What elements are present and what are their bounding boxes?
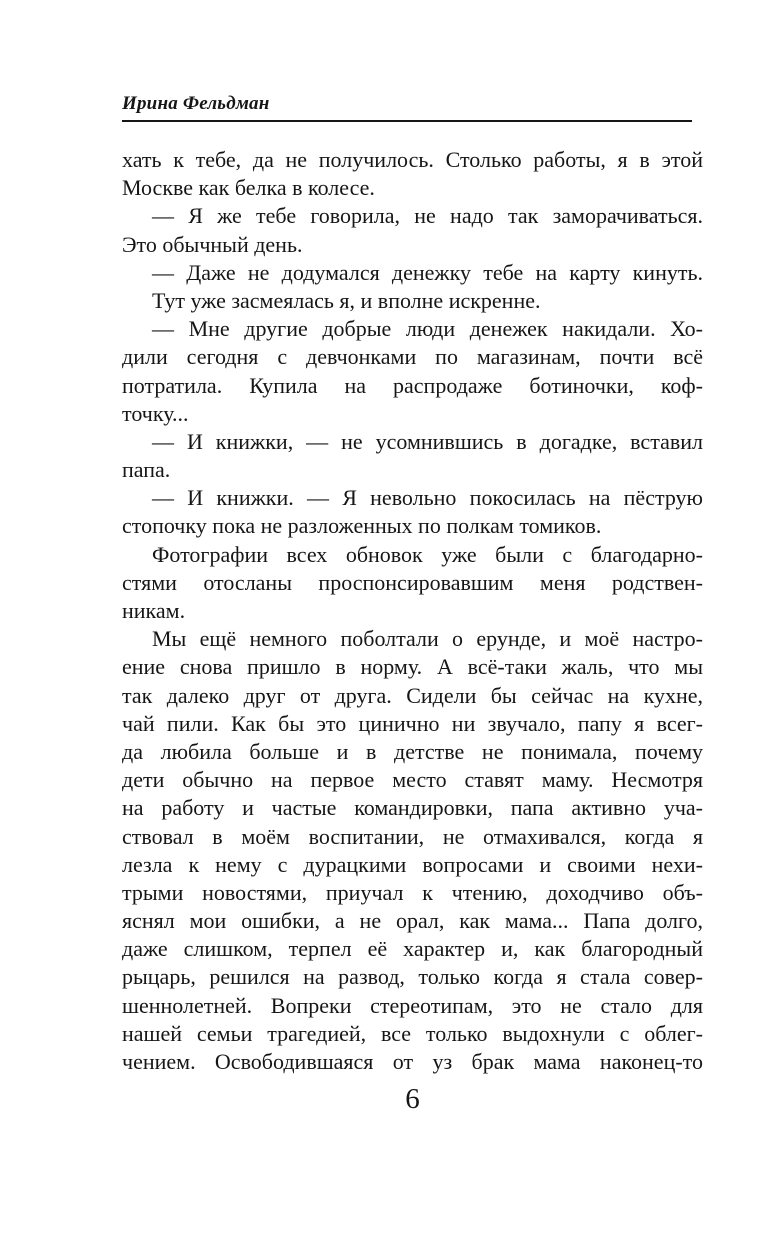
header-rule xyxy=(122,120,692,122)
text-line: — Мне другие добрые люди денежек накидали. Хо- xyxy=(152,316,703,342)
page-body xyxy=(122,146,703,1076)
text-line: хать к тебе, да не получилось. Столько работы, я в этой xyxy=(122,147,703,172)
text-line: — И книжки, — не усомнившись в догадке, вставил xyxy=(152,428,703,454)
text-line: — Я же тебе говорила, не надо так заморачиваться. xyxy=(152,203,703,229)
text-line: точку... xyxy=(122,400,189,426)
text-line: чай пили. Как бы это цинично ни звучало, папу я всег- xyxy=(122,710,703,736)
text-line: чением. Освободившаяся от уз брак мама наконец-то xyxy=(122,1049,703,1074)
text-line: на работу и частые командировки, папа активно уча- xyxy=(122,795,703,821)
text-line: дети обычно на первое место ставят маму. Несмотря xyxy=(122,767,703,793)
text-line: — И книжки. — Я невольно покосилась на пёструю xyxy=(152,485,703,511)
text-line: ение снова пришло в норму. А всё-таки жаль, что мы xyxy=(122,654,703,680)
text-line: да любила больше и в детстве не понимала, почему xyxy=(122,738,703,764)
text-line: потратила. Купила на распродаже ботиночки, коф- xyxy=(122,372,703,398)
text-line: ствовал в моём воспитании, не отмахивался, когда я xyxy=(122,823,703,849)
text-line: яснял мои ошибки, а не орал, как мама... Папа долго, xyxy=(122,908,703,934)
text-line: рыцарь, решился на развод, только когда я стала совер- xyxy=(122,964,703,990)
text-line: стями отосланы проспонсировавшим меня родствен- xyxy=(122,569,703,595)
text-line: трыми новостями, приучал к чтению, доходчиво объ- xyxy=(122,879,703,905)
text-line: дили сегодня с девчонками по магазинам, почти всё xyxy=(122,344,703,370)
text-line: Мы ещё немного поболтали о ерунде, и моё настро- xyxy=(152,626,703,652)
text-line: Это обычный день. xyxy=(122,231,303,257)
text-line: шеннолетней. Вопреки стереотипам, это не стало для xyxy=(122,992,703,1018)
text-line: даже слишком, терпел её характер и, как благородный xyxy=(122,936,703,962)
text-line: лезла к нему с дурацкими вопросами и своими нехи- xyxy=(122,851,703,877)
text-line: Москве как белка в колесе. xyxy=(122,175,375,201)
text-line: никам. xyxy=(122,598,186,623)
text-line: стопочку пока не разложенных по полкам томиков. xyxy=(122,513,602,539)
running-header-author: Ирина Фельдман xyxy=(122,93,270,114)
text-line: Тут уже засмеялась я, и вполне искренне. xyxy=(152,287,541,313)
text-line: Фотографии всех обновок уже были с благодарно- xyxy=(152,541,703,567)
page-number: 6 xyxy=(405,1083,420,1115)
text-line: так далеко друг от друга. Сидели бы сейчас на кухне, xyxy=(122,682,703,708)
text-line: папа. xyxy=(122,457,171,483)
text-line: — Даже не додумался денежку тебе на карту кинуть. xyxy=(152,259,703,285)
text-line: нашей семьи трагедией, все только выдохнули с облег- xyxy=(122,1020,703,1046)
